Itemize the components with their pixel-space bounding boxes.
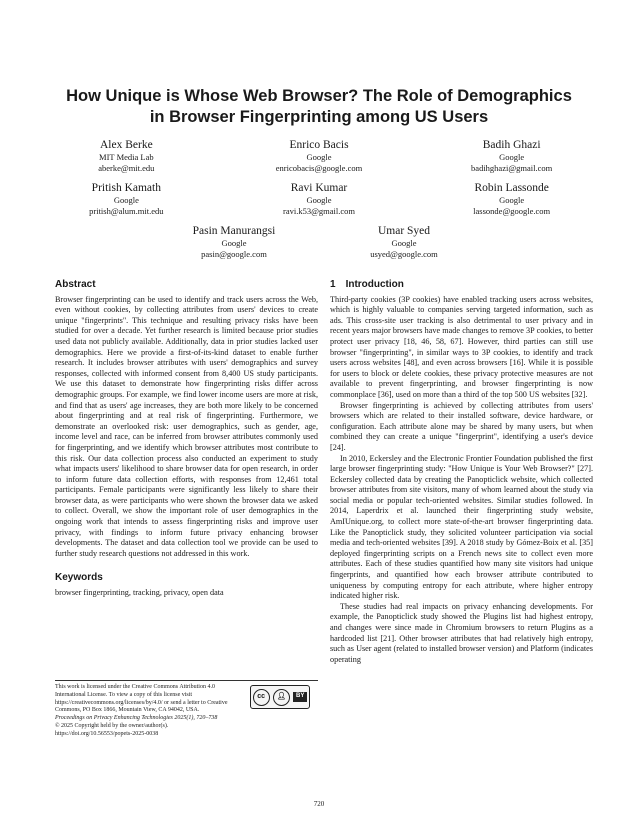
cc-by-badge[interactable] (250, 685, 310, 709)
author-affiliation: Google (391, 238, 417, 248)
keywords-heading: Keywords (55, 572, 103, 584)
author (223, 181, 416, 217)
intro-paragraph: Third-party cookies (3P cookies) have enabled tracking users across websites, which is highly valuable to companies serving targeted information, such as ads. This cross-site user tracking is also detrimental to user privacy and in recent years major browsers have made changes to remove 3P cookies, to better protect user privacy [18, 46, 58, 67]. However, third parties can still use browser "fingerprinting", in similar ways to 3P cookies, to identify and track users across websites [48], and even across browsers [16]. While it is possible for users to block or delete cookies, these privacy protective measures are not available to prevent fingerprinting, and browser fingerprinting is now commonplace [36], used on more than a third of the top 500 US websites [32]. (330, 294, 593, 399)
author-name: Ravi Kumar (290, 182, 348, 194)
section-number: 1 (330, 279, 336, 290)
intro-paragraph: In 2010, Eckersley and the Electronic Frontier Foundation published the first large browser fingerprinting study: "How Unique is Your Web Browser?" [27]. Eckersley collected data by creating the Panopticlick website, which collected browser attributes from site visitors, many of whom learned about the study via social media or popular tech-oriented websites. Similar studies followed. In 2014, Laperdrix et al. launched their fingerprinting study website, AmIUnique.org, to collect more state-of-the-art browser fingerprinting data. Like the Panopticlick study, they solicited volunteer participation via social media and tech-oriented websites [39]. A 2018 study by Gómez-Boix et al. [35] deployed fingerprinting scripts on a French news site to collect even more attributes. Each of these studies quantified how many site visitors had unique fingerprints, and quantified how each browser attribute contributed to uniqueness by computing entropy for each attribute, where higher entropy indicated higher risk. (330, 453, 593, 601)
author-name: Alex Berke (99, 139, 153, 151)
section-title: Introduction (345, 279, 404, 290)
author-affiliation: Google (221, 238, 247, 248)
author-email[interactable]: aberke@mit.edu (98, 163, 155, 173)
author (319, 224, 489, 260)
author-affiliation: Google (499, 195, 525, 205)
author-name: Pritish Kamath (91, 182, 161, 194)
doi-link[interactable]: https://doi.org/10.56553/popets-2025-0038 (55, 730, 159, 737)
paper-title (40, 86, 598, 128)
abstract-text: Browser fingerprinting can be used to identify and track users across the Web, even without cookies, by collecting attributes from users' devices to create unique "fingerprints". This technique and resulting privacy risks have been studied for over a decade. Yet further research is limited because prior studies used data not publicly available. Additionally, data in prior studies lacked user demographics. Here we provide a first-of-its-kind dataset to enable further research. It includes browser attributes with users' demographics and survey responses, collected with informed consent from 8,400 US study participants. We use this dataset to demonstrate how fingerprinting risks differ across demographic groups. For example, we find lower income users are more at risk, and find that as users' age increases, they are both more likely to be concerned about fingerprinting and at real risk of fingerprinting. Furthermore, we demonstrate an overlooked risk: user demographics, such as gender, age, income level and race, can be inferred from browser attributes commonly used for fingerprinting, and we identify which browser attributes most contribute to this risk. Our data collection process also conducted an experiment to study what impacts users' likelihood to share browser data for open research, in order to inform future data collection efforts, with responses from 12,461 total participants. Female participants were significantly less likely to share their browser data, as were participants who were shown the browser data we asked to collect. Overall, we show the important role of user demographics in the ongoing work that intends to assess fingerprinting risks and improve user privacy, with findings to inform future privacy enhancing browser developments. The dataset and data collection tool we provide can be used to further study research questions not addressed in this work. (55, 294, 318, 558)
introduction-heading (330, 280, 593, 291)
license-footnote (55, 680, 318, 739)
author-email[interactable]: ravi.k53@gmail.com (282, 206, 356, 216)
author (30, 181, 223, 217)
by-label: BY (293, 692, 307, 702)
author-affiliation: Google (499, 152, 525, 162)
cc-icon: cc (253, 689, 270, 706)
intro-paragraph: Browser fingerprinting is achieved by collecting attributes from users' browsers which are related to their installed software, device hardware, or configuration. Each attribute alone may be shared by many users, but when combined they can create a unique "fingerprint", identifying a user's device [24]. (330, 400, 593, 452)
author-block (30, 138, 608, 267)
left-column (55, 280, 318, 599)
author-name: Badih Ghazi (482, 139, 541, 151)
author-name: Enrico Bacis (289, 139, 349, 151)
keywords-text: browser fingerprinting, tracking, privacy, open data (55, 588, 224, 598)
page-number: 720 (313, 800, 325, 808)
author-email[interactable]: pritish@alum.mit.edu (89, 206, 164, 216)
title-line-1: How Unique is Whose Web Browser? The Role of Demographics (66, 87, 572, 105)
author-affiliation: Google (113, 195, 139, 205)
author-affiliation: Google (306, 152, 332, 162)
proceedings-line: Proceedings on Privacy Enhancing Technologies 2025(1), 720–738 (55, 715, 218, 722)
author-email[interactable]: usyed@google.com (370, 249, 438, 259)
author (30, 138, 223, 174)
person-icon: 👤︎ (273, 689, 290, 706)
author-name: Umar Syed (377, 225, 431, 237)
intro-paragraph: These studies had real impacts on privacy enhancing developments. For example, the Panopticlick study showed the Plugins list had highest entropy, and changes were since made in Chromium browsers to return Plugins as a hardcoded list [21]. Other browser attributes that had relatively high entropy, such as User agent (related to installed browser version) and Platform (indicates operating (330, 601, 593, 664)
author (223, 138, 416, 174)
author-email[interactable]: pasin@google.com (201, 249, 267, 259)
right-column (330, 280, 593, 665)
author-email[interactable]: enricobacis@google.com (275, 163, 363, 173)
author-affiliation: Google (306, 195, 332, 205)
author (415, 181, 608, 217)
author-name: Pasin Manurangsi (192, 225, 276, 237)
copyright-line: © 2025 Copyright held by the owner/author(s). (55, 722, 169, 729)
author-email[interactable]: lassonde@google.com (473, 206, 551, 216)
author-email[interactable]: badihghazi@gmail.com (471, 163, 553, 173)
license-text: This work is licensed under the Creative Commons Attribution 4.0 International License. To view a copy of this license visit https://creativecommons.org/licenses/by/4.0/ or send a letter to Creative Commons, PO Box 1866, Mountain View, CA 94042, USA. (55, 684, 228, 714)
author-affiliation: MIT Media Lab (99, 152, 154, 162)
author (149, 224, 319, 260)
abstract-heading: Abstract (55, 279, 96, 290)
title-line-2: in Browser Fingerprinting among US Users (149, 108, 489, 126)
author (415, 138, 608, 174)
author-name: Robin Lassonde (474, 182, 549, 194)
